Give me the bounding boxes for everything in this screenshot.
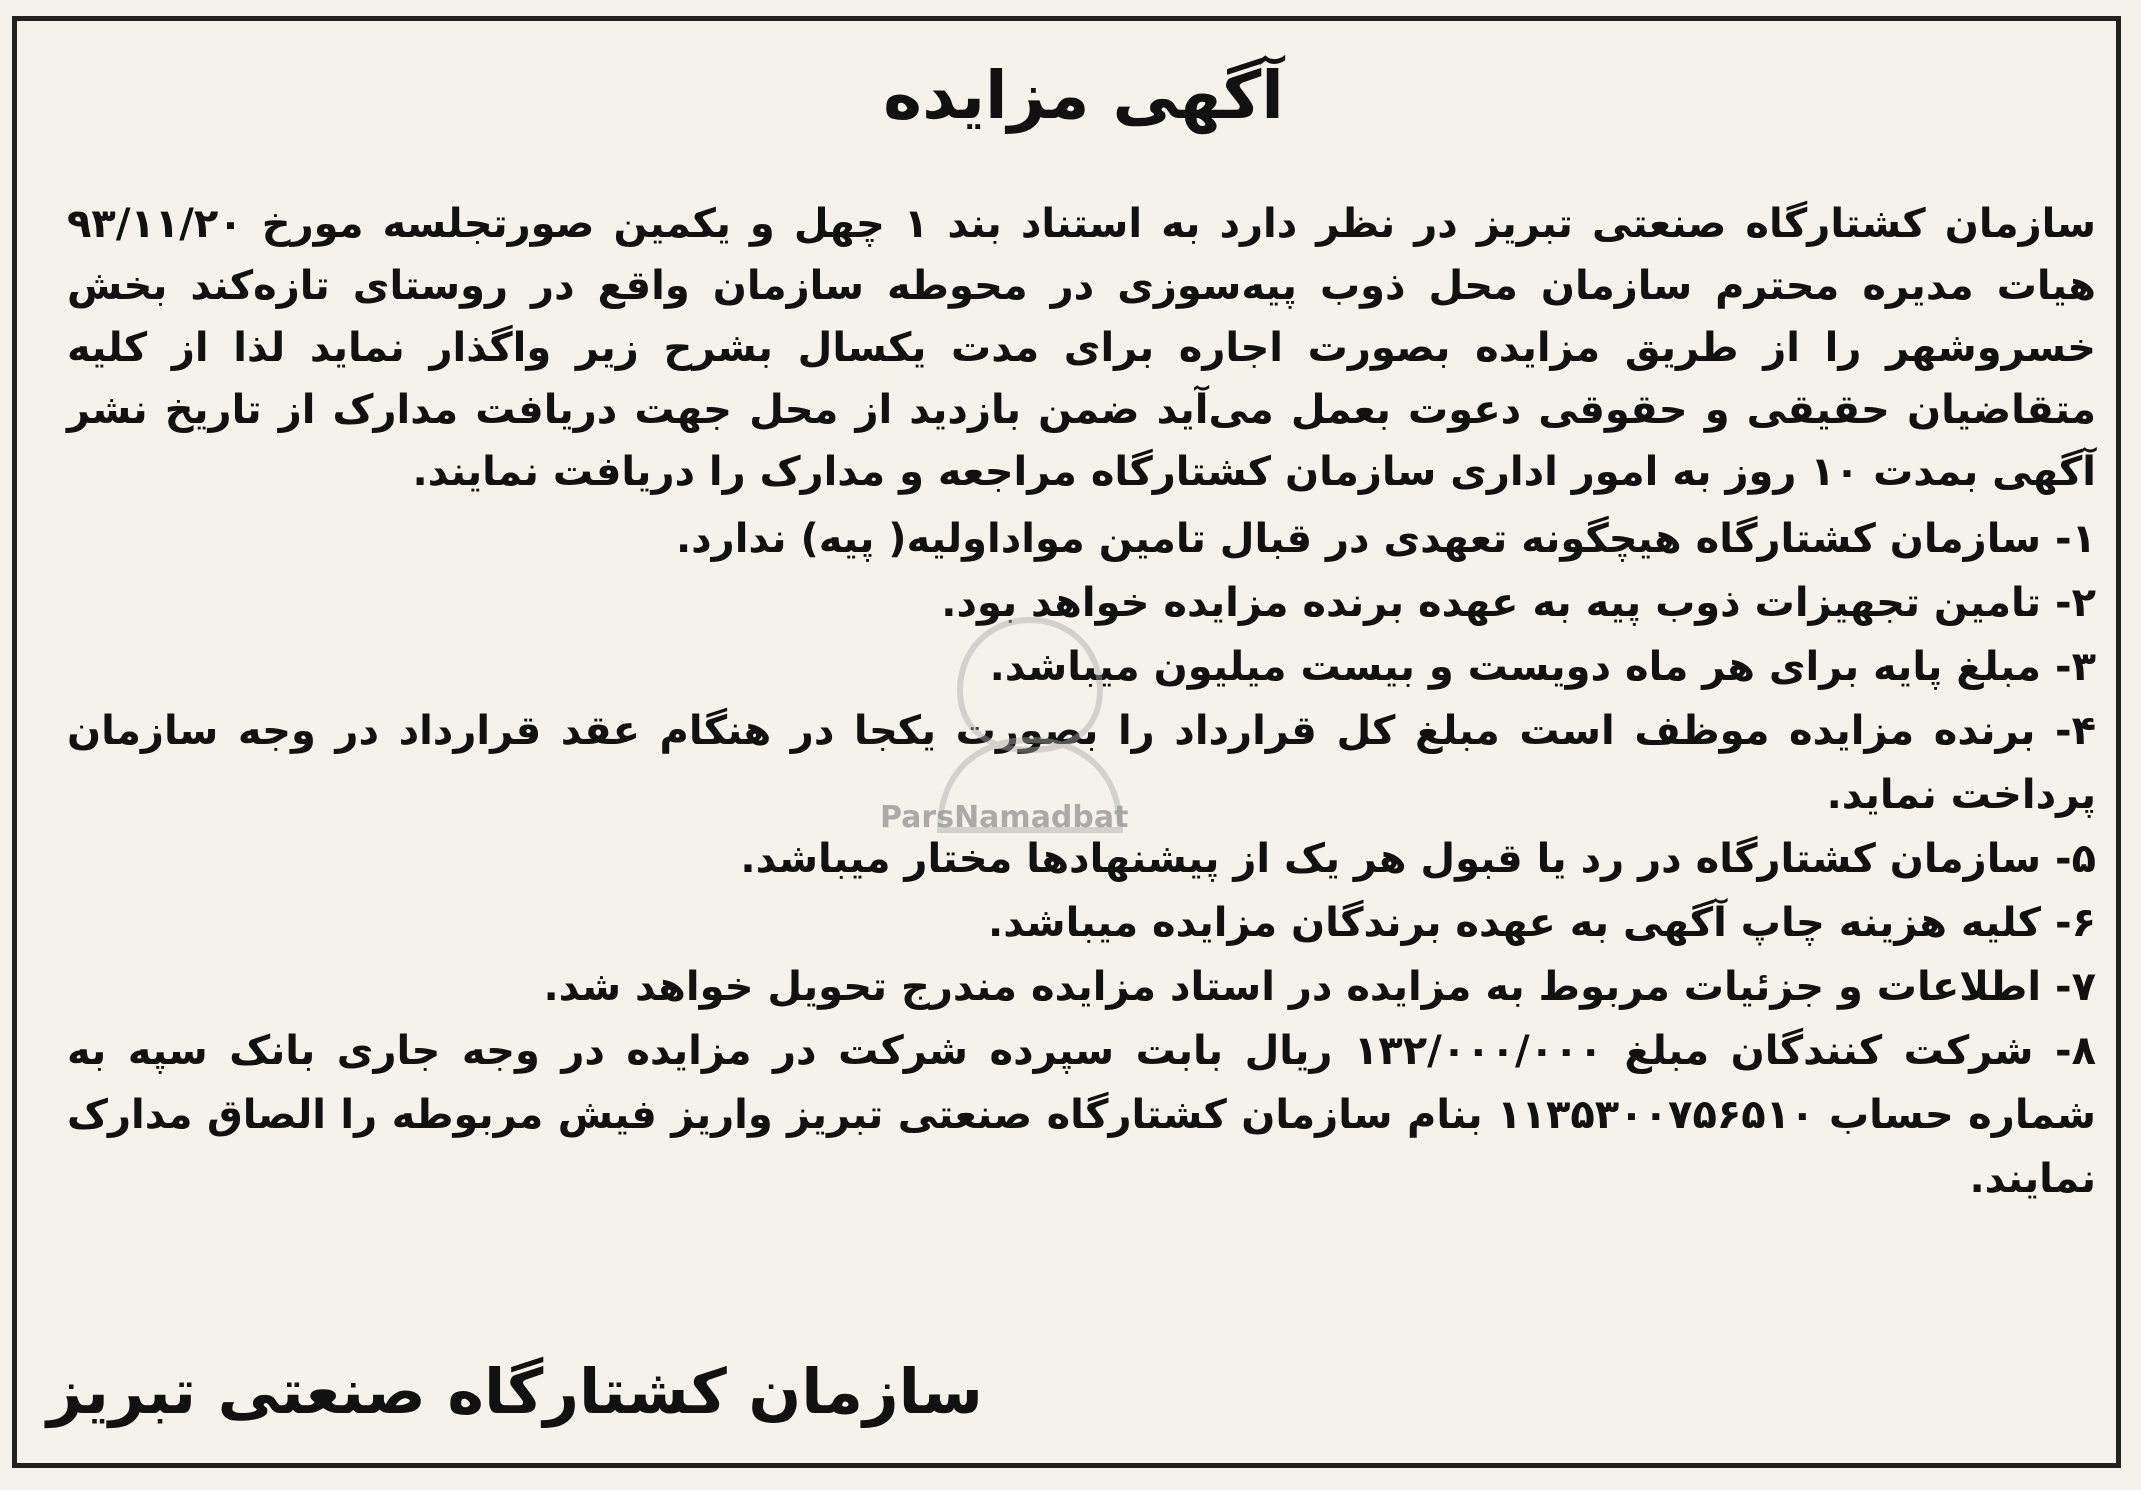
notice-item-5: ۵- سازمان کشتارگاه در رد یا قبول هر یک از پیشنهادها مختار میباشد.	[740, 836, 2096, 882]
notice-item-8: ۸- شرکت کنندگان مبلغ ۱۳۲/۰۰۰/۰۰۰ ریال بابت سپرده شرکت در مزایده در وجه جاری بانک سپه به شماره حساب ۱۱۳۵۳۰۰۷۵۶۵۱۰ بنام سازمان کشتارگاه صنعتی تبریز واریز فیش مربوطه را الصاق مدارک نمایند.	[67, 1028, 2096, 1202]
notice-item-3: ۳- مبلغ پایه برای هر ماه دویست و بیست میلیون میباشد.	[989, 644, 2096, 690]
notice-item-4: ۴- برنده مزایده موظف است مبلغ کل قرارداد را بصورت یکجا در هنگام عقد قرارداد در وجه سازمان پرداخت نماید.	[67, 708, 2096, 818]
notice-item-2: ۲- تامین تجهیزات ذوب پیه به عهده برنده مزایده خواهد بود.	[941, 580, 2096, 626]
notice-item-1: ۱- سازمان کشتارگاه هیچگونه تعهدی در قبال تامین مواداولیه( پیه) ندارد.	[675, 516, 2096, 562]
watermark-text: ParsNamadbat	[880, 800, 1129, 835]
notice-item-7: ۷- اطلاعات و جزئیات مربوط به مزایده در استاد مزایده مندرج تحویل خواهد شد.	[543, 964, 2096, 1010]
organization-signature: سازمان کشتارگاه صنعتی تبریز	[47, 1355, 983, 1428]
notice-intro: سازمان کشتارگاه صنعتی تبریز در نظر دارد به استناد بند ۱ چهل و یکمین صورتجلسه مورخ ۹۳/۱۱/۲۰ هیات مدیره محترم سازمان محل ذوب پیه‌سوزی در محوطه سازمان واقع در روستای تازه‌کند بخش خسروشهر را از طریق مزایده بصورت اجاره برای مدت یکسال بشرح زیر واگذار نماید لذا از کلیه متقاضیان حقیقی و حقوقی دعوت بعمل می‌آید ضمن بازدید از محل جهت دریافت مدارک از تاریخ نشر آگهی بمدت ۱۰ روز به امور اداری سازمان کشتارگاه مراجعه و مدارک را دریافت نمایند.	[67, 201, 2097, 495]
notice-item-6: ۶- کلیه هزینه چاپ آگهی به عهده برندگان مزایده میباشد.	[988, 900, 2096, 946]
notice-title: آگهی مزایده	[883, 57, 1284, 134]
